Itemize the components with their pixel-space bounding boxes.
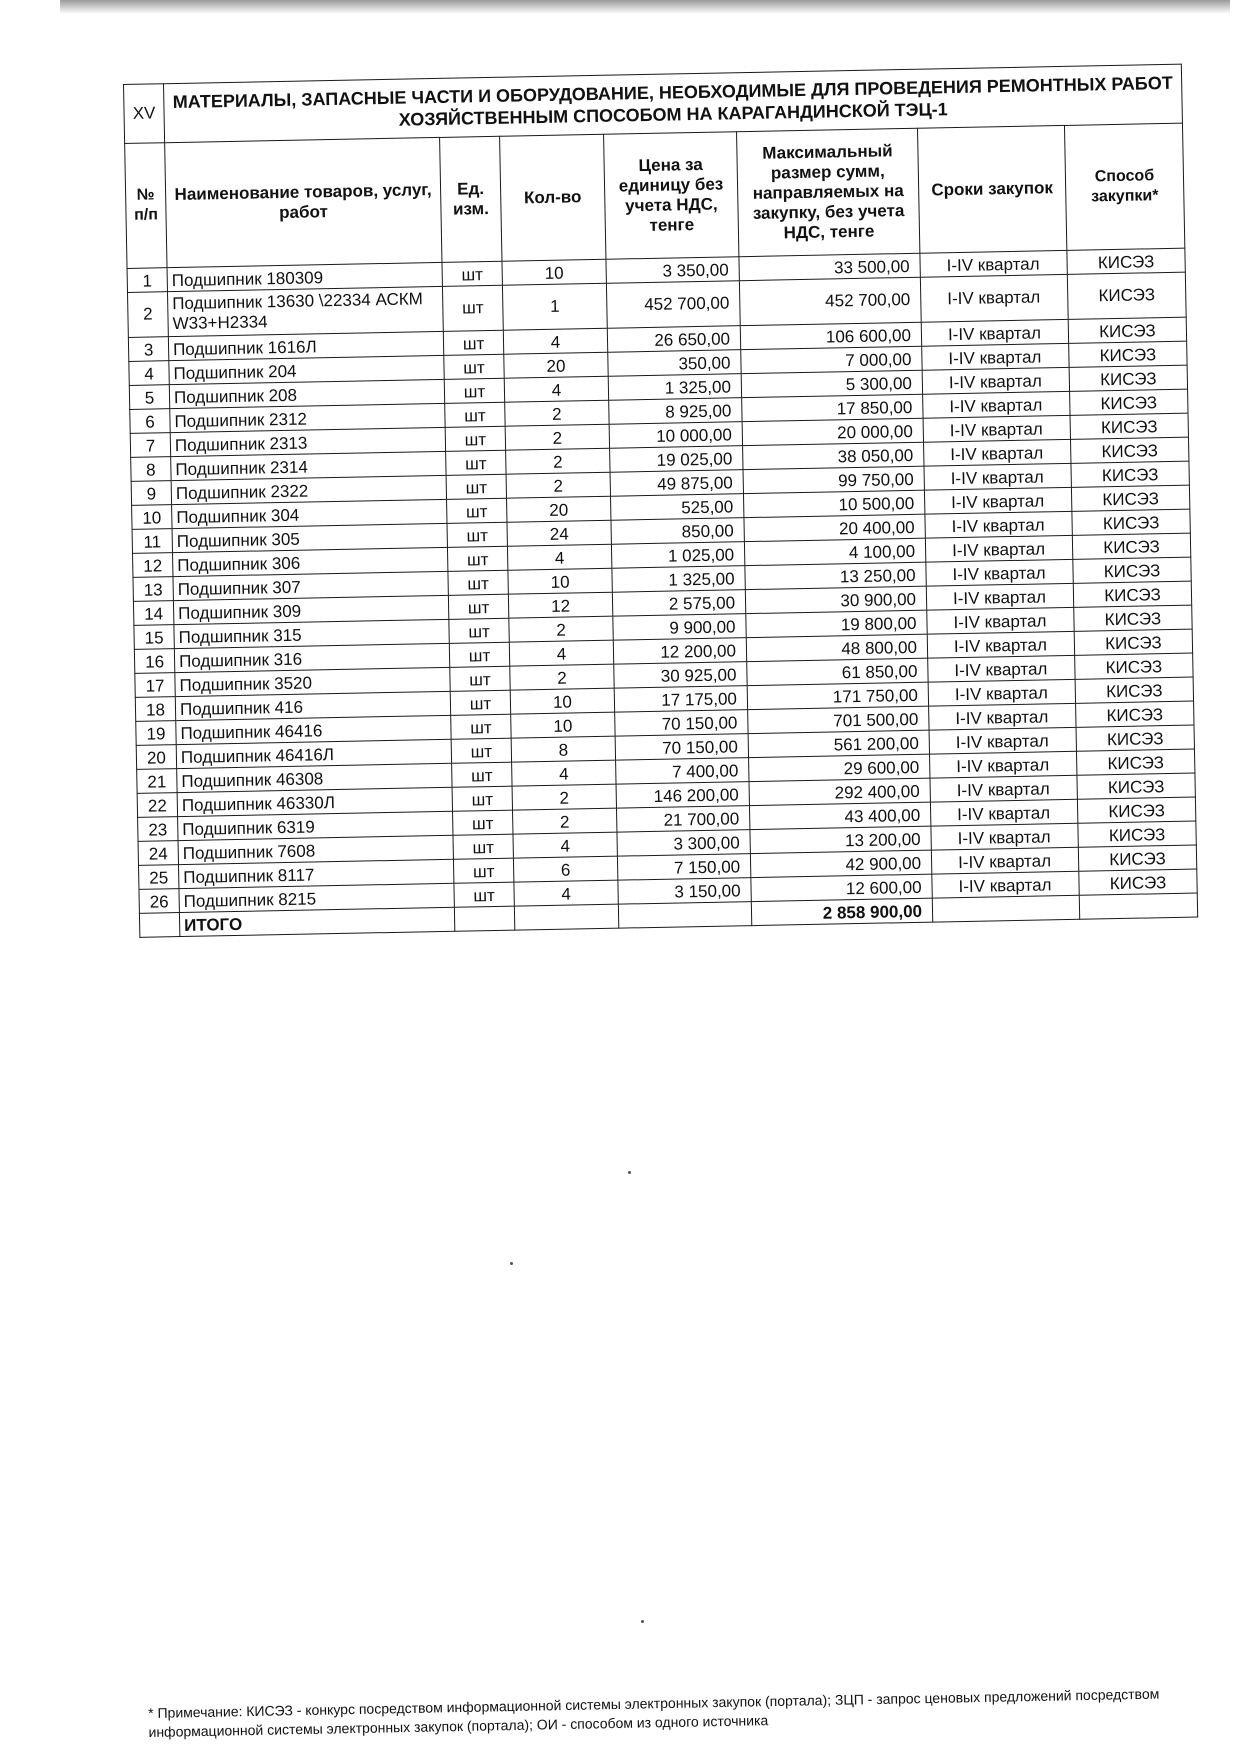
- row-price: 19 025,00: [610, 446, 743, 473]
- row-price: 850,00: [611, 518, 744, 545]
- row-qty: 4: [504, 376, 608, 402]
- row-method: КИСЭЗ: [1079, 869, 1197, 895]
- row-num: 11: [132, 529, 172, 554]
- row-num: 21: [137, 769, 177, 794]
- row-unit: шт: [447, 546, 507, 571]
- row-price: 10 000,00: [609, 422, 742, 449]
- row-max-sum: 38 050,00: [743, 442, 924, 469]
- total-price-cell: [618, 902, 751, 929]
- row-num: 12: [133, 553, 173, 578]
- row-name: Подшипник 204: [169, 355, 444, 384]
- row-method: КИСЭЗ: [1069, 341, 1187, 367]
- row-term: I-IV квартал: [925, 535, 1072, 562]
- row-qty: 2: [505, 424, 609, 450]
- row-price: 146 200,00: [616, 782, 749, 809]
- row-term: I-IV квартал: [924, 439, 1071, 466]
- row-max-sum: 29 600,00: [749, 754, 930, 781]
- row-term: I-IV квартал: [923, 391, 1070, 418]
- row-num: 2: [128, 292, 169, 338]
- row-unit: шт: [453, 810, 513, 835]
- total-term-cell: [932, 895, 1079, 922]
- row-term: I-IV квартал: [927, 631, 1074, 658]
- row-price: 12 200,00: [613, 638, 746, 665]
- col-header-method: Способ закупки*: [1064, 123, 1184, 250]
- row-num: 8: [131, 457, 171, 482]
- row-max-sum: 20 000,00: [742, 418, 923, 445]
- total-num-cell: [139, 913, 179, 938]
- total-unit-cell: [454, 906, 514, 931]
- row-price: 452 700,00: [606, 281, 740, 329]
- row-max-sum: 33 500,00: [739, 253, 920, 280]
- row-qty: 20: [504, 352, 608, 378]
- row-num: 15: [134, 625, 174, 650]
- total-method-cell: [1079, 893, 1197, 919]
- row-method: КИСЭЗ: [1071, 485, 1189, 511]
- row-term: I-IV квартал: [930, 751, 1077, 778]
- row-unit: шт: [447, 522, 507, 547]
- row-name: Подшипник 8215: [179, 883, 454, 912]
- scan-speck: [510, 1262, 513, 1265]
- row-qty: 4: [514, 880, 618, 906]
- row-name: Подшипник 8117: [178, 859, 453, 888]
- row-max-sum: 30 900,00: [745, 586, 926, 613]
- row-method: КИСЭЗ: [1070, 413, 1188, 439]
- row-num: 20: [136, 745, 176, 770]
- row-method: КИСЭЗ: [1074, 605, 1192, 631]
- row-name: Подшипник 2313: [170, 427, 445, 456]
- row-num: 17: [135, 673, 175, 698]
- row-qty: 2: [506, 448, 610, 474]
- row-max-sum: 20 400,00: [744, 514, 925, 541]
- row-term: I-IV квартал: [928, 679, 1075, 706]
- row-name: Подшипник 316: [174, 643, 449, 672]
- row-unit: шт: [449, 642, 509, 667]
- row-max-sum: 10 500,00: [743, 490, 924, 517]
- table-body: [127, 248, 1197, 913]
- row-unit: шт: [445, 426, 505, 451]
- row-num: 9: [131, 481, 171, 506]
- row-price: 2 575,00: [612, 590, 745, 617]
- row-term: I-IV квартал: [926, 583, 1073, 610]
- row-method: КИСЭЗ: [1074, 629, 1192, 655]
- row-method: КИСЭЗ: [1070, 389, 1188, 415]
- row-method: КИСЭЗ: [1072, 533, 1190, 559]
- row-max-sum: 17 850,00: [742, 394, 923, 421]
- row-method: КИСЭЗ: [1077, 797, 1195, 823]
- row-max-sum: 42 900,00: [750, 850, 931, 877]
- row-qty: 4: [509, 640, 613, 666]
- row-qty: 4: [507, 544, 611, 570]
- row-qty: 2: [510, 664, 614, 690]
- row-max-sum: 13 250,00: [745, 562, 926, 589]
- row-term: I-IV квартал: [931, 847, 1078, 874]
- row-term: I-IV квартал: [931, 823, 1078, 850]
- row-method: КИСЭЗ: [1076, 725, 1194, 751]
- row-term: I-IV квартал: [922, 367, 1069, 394]
- row-max-sum: 19 800,00: [746, 610, 927, 637]
- row-qty: 4: [513, 832, 617, 858]
- row-name: Подшипник 6319: [178, 811, 453, 840]
- row-qty: 2: [513, 808, 617, 834]
- row-term: I-IV квартал: [924, 463, 1071, 490]
- row-name: Подшипник 306: [173, 547, 448, 576]
- row-name: Подшипник 1616Л: [168, 331, 443, 360]
- row-method: КИСЭЗ: [1077, 773, 1195, 799]
- row-unit: шт: [453, 834, 513, 859]
- row-unit: шт: [442, 261, 502, 286]
- row-price: 49 875,00: [610, 470, 743, 497]
- row-term: I-IV квартал: [923, 415, 1070, 442]
- row-term: I-IV квартал: [928, 655, 1075, 682]
- total-value: 2 858 900,00: [751, 898, 932, 925]
- row-term: I-IV квартал: [930, 799, 1077, 826]
- scan-speck: [628, 1171, 631, 1174]
- row-unit: шт: [454, 882, 514, 907]
- row-qty: 8: [511, 736, 615, 762]
- row-unit: шт: [448, 594, 508, 619]
- row-unit: шт: [450, 690, 510, 715]
- row-max-sum: 61 850,00: [747, 658, 928, 685]
- row-term: I-IV квартал: [932, 871, 1079, 898]
- row-price: 350,00: [608, 350, 741, 377]
- procurement-table: [123, 64, 1198, 938]
- row-qty: 1: [502, 283, 607, 330]
- row-term: I-IV квартал: [929, 727, 1076, 754]
- row-max-sum: 12 600,00: [751, 874, 932, 901]
- row-num: 22: [137, 793, 177, 818]
- row-max-sum: 292 400,00: [749, 778, 930, 805]
- row-unit: шт: [452, 762, 512, 787]
- row-price: 7 150,00: [617, 854, 750, 881]
- row-unit: шт: [445, 402, 505, 427]
- row-price: 30 925,00: [614, 662, 747, 689]
- row-unit: шт: [444, 378, 504, 403]
- row-method: КИСЭЗ: [1070, 437, 1188, 463]
- document-sheet: [123, 64, 1197, 938]
- row-method: КИСЭЗ: [1075, 677, 1193, 703]
- row-qty: 4: [503, 328, 607, 354]
- row-price: 525,00: [611, 494, 744, 521]
- row-qty: 2: [509, 616, 613, 642]
- row-qty: 6: [513, 856, 617, 882]
- row-max-sum: 48 800,00: [746, 634, 927, 661]
- row-method: КИСЭЗ: [1069, 365, 1187, 391]
- row-num: 7: [130, 433, 170, 458]
- row-unit: шт: [443, 330, 503, 355]
- row-name: Подшипник 309: [173, 595, 448, 624]
- row-unit: шт: [447, 498, 507, 523]
- row-price: 21 700,00: [616, 806, 749, 833]
- col-header-unit: Ед. изм.: [440, 136, 502, 262]
- row-price: 3 300,00: [617, 830, 750, 857]
- row-qty: 24: [507, 520, 611, 546]
- col-header-num: № п/п: [125, 143, 167, 269]
- row-unit: шт: [450, 666, 510, 691]
- row-num: 24: [138, 841, 178, 866]
- row-num: 4: [129, 361, 169, 386]
- row-method: КИСЭЗ: [1067, 248, 1185, 274]
- col-header-name: Наименование товаров, услуг, работ: [165, 137, 442, 267]
- col-header-qty: Кол-во: [500, 134, 606, 261]
- row-qty: 4: [512, 760, 616, 786]
- row-term: I-IV квартал: [924, 487, 1071, 514]
- row-term: I-IV квартал: [922, 343, 1069, 370]
- row-name: Подшипник 416: [175, 691, 450, 720]
- row-num: 19: [136, 721, 176, 746]
- row-term: I-IV квартал: [925, 511, 1072, 538]
- row-method: КИСЭЗ: [1071, 461, 1189, 487]
- column-header-row: [125, 123, 1185, 268]
- row-num: 23: [138, 817, 178, 842]
- row-num: 13: [133, 577, 173, 602]
- footnote: * Примечание: КИСЭЗ - конкурс посредством информационной системы электронных закупок (портала); ЗЦП - запрос ценовых предложений посредством информационной системы электронных закупок (портала); ОИ - способом из одного источника: [148, 1685, 1160, 1740]
- row-num: 14: [133, 601, 173, 626]
- row-num: 25: [139, 865, 179, 890]
- row-num: 10: [132, 505, 172, 530]
- col-header-term: Сроки закупок: [917, 125, 1066, 253]
- row-name: Подшипник 13630 \22334 АСКМ W33+H2334: [167, 286, 443, 336]
- row-num: 1: [127, 268, 167, 293]
- row-price: 70 150,00: [615, 734, 748, 761]
- row-qty: 2: [512, 784, 616, 810]
- row-unit: шт: [451, 714, 511, 739]
- row-method: КИСЭЗ: [1076, 749, 1194, 775]
- row-term: I-IV квартал: [920, 250, 1067, 277]
- row-price: 8 925,00: [609, 398, 742, 425]
- row-unit: шт: [452, 786, 512, 811]
- row-max-sum: 13 200,00: [750, 826, 931, 853]
- row-max-sum: 171 750,00: [747, 682, 928, 709]
- row-max-sum: 561 200,00: [748, 730, 929, 757]
- row-name: Подшипник 304: [172, 499, 447, 528]
- row-price: 17 175,00: [614, 686, 747, 713]
- row-method: КИСЭЗ: [1075, 653, 1193, 679]
- col-header-max: Максимальный размер сумм, направляемых на закупку, без учета НДС, тенге: [737, 128, 920, 256]
- row-num: 26: [139, 889, 179, 914]
- row-unit: шт: [451, 738, 511, 763]
- row-unit: шт: [442, 285, 503, 331]
- row-num: 5: [129, 385, 169, 410]
- row-qty: 10: [511, 712, 615, 738]
- row-price: 1 325,00: [612, 566, 745, 593]
- row-max-sum: 452 700,00: [739, 277, 921, 325]
- row-name: Подшипник 7608: [178, 835, 453, 864]
- row-method: КИСЭЗ: [1073, 581, 1191, 607]
- row-name: Подшипник 46416: [176, 715, 451, 744]
- row-max-sum: 7 000,00: [741, 346, 922, 373]
- row-price: 7 400,00: [616, 758, 749, 785]
- row-unit: шт: [448, 570, 508, 595]
- row-max-sum: 701 500,00: [748, 706, 929, 733]
- row-name: Подшипник 46330Л: [177, 787, 452, 816]
- row-name: Подшипник 2312: [170, 403, 445, 432]
- row-price: 70 150,00: [615, 710, 748, 737]
- row-unit: шт: [453, 858, 513, 883]
- row-price: 3 350,00: [606, 257, 739, 284]
- row-name: Подшипник 315: [174, 619, 449, 648]
- row-qty: 20: [507, 496, 611, 522]
- row-num: 16: [134, 649, 174, 674]
- row-term: I-IV квартал: [927, 607, 1074, 634]
- row-method: КИСЭЗ: [1067, 272, 1186, 319]
- row-method: КИСЭЗ: [1076, 701, 1194, 727]
- total-label: ИТОГО: [179, 907, 454, 936]
- row-unit: шт: [449, 618, 509, 643]
- row-unit: шт: [446, 450, 506, 475]
- row-price: 3 150,00: [618, 878, 751, 905]
- row-max-sum: 106 600,00: [740, 322, 921, 349]
- row-name: Подшипник 46416Л: [176, 739, 451, 768]
- row-price: 1 025,00: [611, 542, 744, 569]
- row-qty: 10: [510, 688, 614, 714]
- row-num: 6: [130, 409, 170, 434]
- row-name: Подшипник 307: [173, 571, 448, 600]
- row-name: Подшипник 180309: [167, 262, 442, 291]
- section-title: МАТЕРИАЛЫ, ЗАПАСНЫЕ ЧАСТИ И ОБОРУДОВАНИЕ, НЕОБХОДИМЫЕ ДЛЯ ПРОВЕДЕНИЯ РЕМОНТНЫХ РАБОТ ХОЗЯЙСТВЕННЫМ СПОСОБОМ НА КАРАГАНДИНСКОЙ ТЭЦ-1: [164, 64, 1183, 143]
- row-unit: шт: [446, 474, 506, 499]
- row-price: 1 325,00: [608, 374, 741, 401]
- row-qty: 10: [508, 568, 612, 594]
- row-term: I-IV квартал: [926, 559, 1073, 586]
- row-term: I-IV квартал: [929, 703, 1076, 730]
- section-number: XV: [124, 84, 165, 144]
- row-method: КИСЭЗ: [1068, 317, 1186, 343]
- row-name: Подшипник 46308: [177, 763, 452, 792]
- row-max-sum: 43 400,00: [749, 802, 930, 829]
- row-num: 3: [128, 337, 168, 362]
- row-qty: 10: [502, 259, 606, 285]
- row-qty: 2: [506, 472, 610, 498]
- row-method: КИСЭЗ: [1073, 557, 1191, 583]
- row-num: 18: [135, 697, 175, 722]
- row-name: Подшипник 2314: [171, 451, 446, 480]
- row-term: I-IV квартал: [921, 319, 1068, 346]
- row-price: 9 900,00: [613, 614, 746, 641]
- scan-top-edge: [60, 0, 1230, 14]
- row-name: Подшипник 208: [169, 379, 444, 408]
- row-name: Подшипник 3520: [175, 667, 450, 696]
- row-name: Подшипник 305: [172, 523, 447, 552]
- row-method: КИСЭЗ: [1078, 821, 1196, 847]
- row-max-sum: 99 750,00: [743, 466, 924, 493]
- row-qty: 2: [505, 400, 609, 426]
- col-header-price: Цена за единицу без учета НДС, тенге: [604, 132, 739, 260]
- scan-speck: [641, 1620, 644, 1623]
- row-method: КИСЭЗ: [1078, 845, 1196, 871]
- row-max-sum: 4 100,00: [744, 538, 925, 565]
- row-max-sum: 5 300,00: [741, 370, 922, 397]
- row-method: КИСЭЗ: [1072, 509, 1190, 535]
- row-name: Подшипник 2322: [171, 475, 446, 504]
- total-qty-cell: [514, 904, 618, 930]
- row-price: 26 650,00: [607, 326, 740, 353]
- row-unit: шт: [444, 354, 504, 379]
- row-term: I-IV квартал: [920, 274, 1068, 322]
- row-qty: 12: [508, 592, 612, 618]
- row-term: I-IV квартал: [930, 775, 1077, 802]
